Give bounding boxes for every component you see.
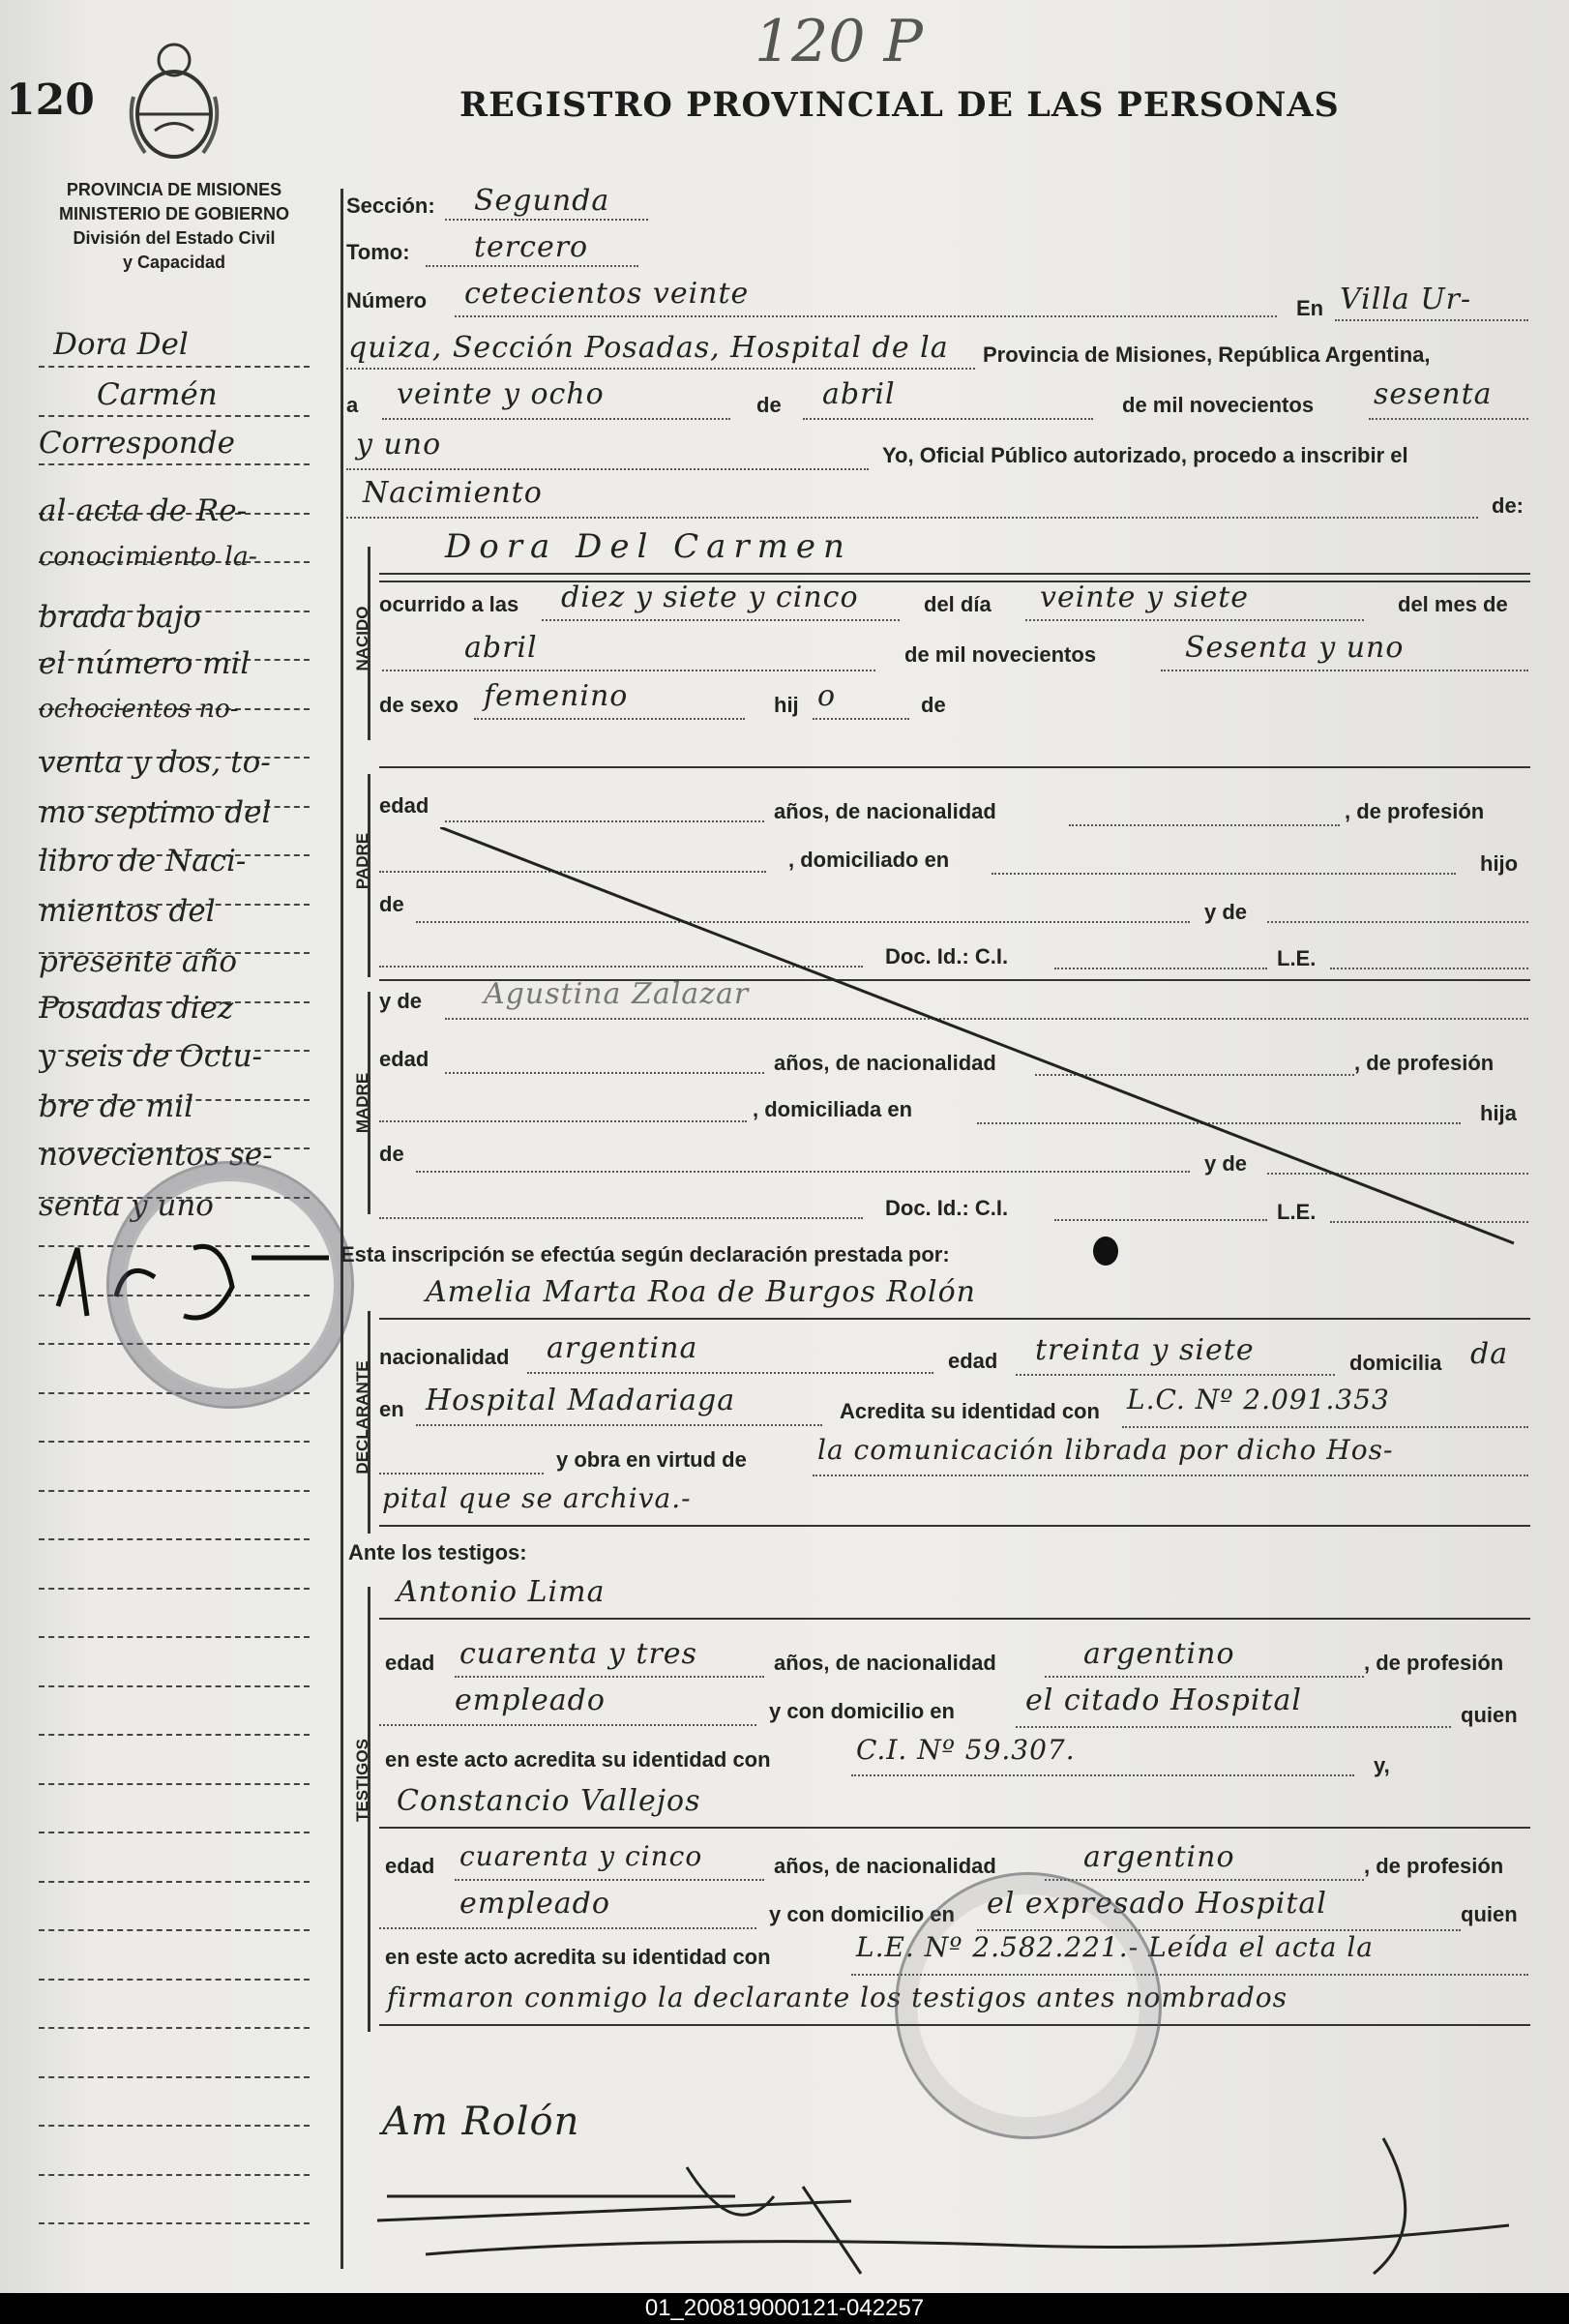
witness2-edad-line	[455, 1879, 764, 1881]
cancellation-line	[440, 827, 1524, 1253]
margin-rule-line	[39, 1929, 310, 1931]
madre-hija-label: hija	[1480, 1101, 1517, 1125]
obra-pre-line	[379, 1473, 544, 1475]
official-stamp-left	[106, 1161, 354, 1409]
nacido-day: veinte y siete	[1040, 581, 1250, 614]
margin-note-line: libro de Naci-	[39, 844, 247, 879]
nacionalidad-value: argentina	[547, 1331, 698, 1365]
margin-rule-line	[39, 463, 310, 465]
margin-note-line: venta y dos, to-	[39, 745, 271, 780]
declarante-domicilio: Hospital Madariaga	[426, 1384, 736, 1417]
obra-line	[813, 1475, 1528, 1476]
a-label: a	[346, 393, 359, 417]
declarante-name: Amelia Marta Roa de Burgos Rolón	[426, 1275, 976, 1309]
witness2-quien-label: quien	[1461, 1902, 1518, 1926]
acredita-label: Acredita su identidad con	[840, 1399, 1100, 1423]
obra-value-2: pital que se archiva.-	[382, 1482, 692, 1514]
witness2-anos-label: años, de nacionalidad	[774, 1854, 996, 1878]
institution-line: División del Estado Civil	[73, 228, 276, 248]
padre-doc-label: Doc. Id.: C.I.	[885, 944, 1009, 968]
institution-line: PROVINCIA DE MISIONES	[66, 180, 282, 199]
nacionalidad-label: nacionalidad	[379, 1345, 510, 1369]
witness1-profesion-label: , de profesión	[1364, 1651, 1504, 1675]
witness1-quien-label: quien	[1461, 1703, 1518, 1727]
margin-rule-line	[39, 2222, 310, 2224]
witness2-edad-value: cuarenta y cinco	[459, 1840, 703, 1872]
madre-anos-label: años, de nacionalidad	[774, 1051, 996, 1075]
page-number: 120	[6, 75, 95, 125]
madre-le-label: L.E.	[1277, 1200, 1317, 1224]
margin-note-line: novecientos se-	[39, 1138, 273, 1173]
witness1-profesion-value: empleado	[455, 1683, 606, 1717]
witness1-name: Antonio Lima	[397, 1575, 606, 1609]
en-label: En	[1296, 296, 1324, 320]
signature-text: Am Rolón	[382, 2100, 580, 2144]
witness2-profesion-line	[379, 1927, 756, 1929]
closing-text: firmaron conmigo la declarante los testigos antes nombrados	[387, 1981, 1288, 2013]
sexo-label: de sexo	[379, 693, 459, 717]
institution-line: y Capacidad	[122, 253, 226, 272]
witness2-edad-label: edad	[385, 1854, 435, 1878]
tomo-value: tercero	[474, 230, 589, 264]
margin-rule-line	[39, 1832, 310, 1833]
tomo-label: Tomo:	[346, 240, 410, 264]
margin-rule-line	[39, 1734, 310, 1736]
nacido-name: Dora Del Carmen	[445, 527, 852, 566]
time-value: diez y siete y cinco	[561, 581, 859, 614]
margin-note-line: mo septimo del	[39, 795, 272, 830]
margin-note-line: senta y uno	[39, 1188, 214, 1223]
sexo-value: femenino	[484, 679, 629, 713]
padre-le-label: L.E.	[1277, 946, 1317, 970]
witness2-name: Constancio Vallejos	[397, 1784, 701, 1818]
seccion-line	[445, 219, 648, 221]
margin-note-line: Carmén	[97, 377, 218, 412]
place-value: quiza, Sección Posadas, Hospital de la	[348, 331, 949, 365]
year-line-2	[346, 468, 869, 470]
margin-rule-line	[39, 1979, 310, 1981]
padre-nacionalidad-line	[1069, 824, 1340, 826]
handwritten-page-number: 120 P	[755, 8, 923, 75]
hij-line	[813, 718, 909, 720]
ante-label: Ante los testigos:	[348, 1540, 527, 1564]
margin-note-line: Posadas diez	[39, 991, 234, 1026]
witness1-anos-label: años, de nacionalidad	[774, 1651, 996, 1675]
margin-note-line: Corresponde	[39, 426, 235, 461]
nacido-year-line	[1161, 670, 1528, 671]
madre-de-label: de	[379, 1142, 404, 1166]
witness1-domicilio-value: el citado Hospital	[1025, 1683, 1302, 1717]
seccion-label: Sección:	[346, 194, 435, 218]
domicilio-line	[416, 1424, 822, 1426]
padre-de-label: de	[379, 892, 404, 916]
declarante-name-line	[379, 1318, 1530, 1320]
nacido-month-line	[382, 670, 875, 671]
del-mes-label: del mes de	[1398, 592, 1508, 616]
witness1-id-value: C.I. Nº 59.307.	[856, 1734, 1076, 1766]
witness1-y-label: y,	[1374, 1753, 1390, 1777]
witness1-nacionalidad-value: argentino	[1083, 1637, 1235, 1671]
witness2-nacionalidad-line	[1045, 1879, 1364, 1881]
witness1-profesion-line	[379, 1724, 756, 1726]
institution-block	[19, 178, 329, 275]
witness1-edad-value: cuarenta y tres	[459, 1637, 697, 1671]
ink-blot	[1093, 1236, 1118, 1266]
coat-of-arms-icon	[126, 39, 222, 164]
declarante-edad-line	[1016, 1374, 1335, 1376]
nacionalidad-line	[527, 1372, 933, 1374]
madre-y-de2-label: y de	[1204, 1151, 1248, 1176]
margin-rule-line	[39, 1685, 310, 1687]
witness1-edad-line	[455, 1676, 764, 1678]
margin-note-line: el número mil	[39, 646, 251, 681]
declarante-edad-label: edad	[948, 1349, 998, 1373]
madre-name: Agustina Zalazar	[484, 977, 750, 1011]
margin-note-line: al acta de Re-	[39, 493, 248, 528]
margin-rule-line	[39, 415, 310, 417]
margin-rule-line	[39, 1588, 310, 1590]
witness1-edad-label: edad	[385, 1651, 435, 1675]
witness2-profesion-label: , de profesión	[1364, 1854, 1504, 1878]
margin-note-line: ochocientos no-	[39, 695, 239, 724]
institution-line: MINISTERIO DE GOBIERNO	[58, 204, 290, 223]
declarante-edad-value: treinta y siete	[1035, 1333, 1255, 1367]
hij-label: hij	[774, 693, 799, 717]
witness2-profesion-value: empleado	[459, 1887, 610, 1921]
act-type-line	[346, 517, 1478, 519]
hij-value: o	[817, 679, 837, 713]
witness1-name-line	[379, 1618, 1530, 1620]
declarante-id-line	[1122, 1426, 1528, 1428]
margin-rule-line	[39, 1538, 310, 1540]
declarante-id: L.C. Nº 2.091.353	[1127, 1384, 1390, 1415]
main-vertical-rule	[340, 189, 343, 2269]
obra-label: y obra en virtud de	[556, 1447, 747, 1472]
de-label: de	[756, 393, 782, 417]
padre-profesion-label: , de profesión	[1345, 799, 1485, 823]
domicilia-suffix: da	[1470, 1337, 1509, 1371]
nacido-month: abril	[464, 631, 538, 665]
domicilia-label: domicilia	[1349, 1351, 1442, 1375]
witness1-domicilio-label: y con domicilio en	[769, 1699, 955, 1723]
nacido-name-line	[379, 573, 1530, 575]
del-dia-label: del día	[924, 592, 992, 616]
margin-note-line: mientos del	[39, 894, 216, 929]
witness2-domicilio-value: el expresado Hospital	[987, 1887, 1327, 1921]
margin-rule-line	[39, 1881, 310, 1883]
padre-domiciliado-label: , domiciliado en	[788, 848, 950, 872]
witness2-domicilio-label: y con domicilio en	[769, 1902, 955, 1926]
nacido-bottom-line	[379, 766, 1530, 768]
witness2-acredita-label: en este acto acredita su identidad con	[385, 1945, 771, 1969]
nacido-year: Sesenta y uno	[1185, 631, 1405, 665]
margin-note-line: conocimiento la-	[39, 542, 257, 572]
nacido-label: NACIDO	[353, 606, 371, 671]
file-id-footer: 01_200819000121-042257	[0, 2293, 1569, 2324]
witness2-name-line	[379, 1827, 1530, 1829]
year-value: sesenta	[1374, 377, 1493, 411]
declarante-en-label: en	[379, 1397, 404, 1421]
testigos-label: TESTIGOS	[353, 1739, 371, 1822]
numero-value: cetecientos veinte	[464, 277, 750, 311]
nacido-day-line	[1025, 619, 1364, 621]
madre-edad-label: edad	[379, 1047, 429, 1071]
margin-rule-line	[39, 2027, 310, 2029]
de-colon: de:	[1492, 493, 1524, 518]
witness2-id-value: L.E. Nº 2.582.221.- Leída el acta la	[856, 1931, 1374, 1963]
month-line	[803, 418, 1093, 420]
witness2-nacionalidad-value: argentino	[1083, 1840, 1235, 1874]
padre-edad-line	[445, 820, 764, 822]
padre-anos-label: años, de nacionalidad	[774, 799, 996, 823]
witness1-nacionalidad-line	[1045, 1676, 1364, 1678]
tomo-line	[426, 265, 638, 267]
margin-note-line: y seis de Octu-	[39, 1039, 263, 1074]
margin-note-line: bre de mil	[39, 1089, 194, 1124]
province-text: Provincia de Misiones, República Argentina,	[983, 343, 1431, 367]
padre-hijo-label: hijo	[1480, 851, 1519, 876]
margin-rule-line	[39, 366, 310, 368]
seccion-value: Segunda	[474, 184, 610, 218]
official-stamp-right	[895, 1872, 1162, 2139]
day-line	[382, 418, 730, 420]
margin-note-line: brada bajo	[39, 600, 201, 635]
nacido-year-label: de mil novecientos	[904, 642, 1097, 667]
madre-domiciliada-label: , domiciliada en	[753, 1097, 913, 1121]
margin-rule-line	[39, 2174, 310, 2176]
padre-edad-label: edad	[379, 793, 429, 818]
padre-label: PADRE	[353, 832, 371, 890]
year-value-2: y uno	[356, 428, 442, 462]
madre-doc-label: Doc. Id.: C.I.	[885, 1196, 1009, 1220]
official-text: Yo, Oficial Público autorizado, procedo a inscribir el	[882, 443, 1408, 467]
en-line	[1335, 319, 1528, 321]
ocurrido-label: ocurrido a las	[379, 592, 519, 616]
numero-line	[455, 315, 1277, 317]
madre-profesion-label: , de profesión	[1354, 1051, 1495, 1075]
margin-note-line: Dora Del	[53, 327, 189, 362]
margin-rule-line	[39, 2076, 310, 2078]
month-value: abril	[822, 377, 896, 411]
witness1-acredita-label: en este acto acredita su identidad con	[385, 1747, 771, 1772]
margin-rule-line	[39, 1441, 310, 1443]
margin-rule-line	[39, 1783, 310, 1785]
witness1-domicilio-line	[1016, 1726, 1451, 1728]
declarante-label: DECLARANTE	[353, 1360, 371, 1475]
margin-rule-line	[39, 2125, 310, 2127]
time-line	[542, 619, 900, 621]
madre-label: MADRE	[353, 1072, 371, 1134]
sexo-line	[474, 718, 745, 720]
obra-value: la comunicación librada por dicho Hos-	[817, 1434, 1394, 1466]
year-text: de mil novecientos	[1122, 393, 1315, 417]
year-line	[1369, 418, 1528, 420]
en-value: Villa Ur-	[1340, 283, 1472, 316]
padre-y-de-label: y de	[1204, 900, 1248, 924]
nacido-name-line-2	[379, 581, 1530, 582]
place-line	[346, 368, 975, 370]
numero-label: Número	[346, 288, 428, 313]
declaration-text: Esta inscripción se efectúa según declaración prestada por:	[340, 1242, 950, 1266]
nacido-de-label: de	[921, 693, 946, 717]
obra-line-2	[379, 1525, 1530, 1527]
act-type: Nacimiento	[363, 476, 543, 510]
day-value: veinte y ocho	[397, 377, 605, 411]
margin-note-line: presente año	[39, 944, 237, 979]
document-title: REGISTRO PROVINCIAL DE LAS PERSONAS	[459, 85, 1340, 125]
madre-y-de-label: y de	[379, 989, 423, 1013]
margin-rule-line	[39, 1490, 310, 1492]
witness1-id-line	[851, 1774, 1354, 1776]
margin-rule-line	[39, 1636, 310, 1638]
